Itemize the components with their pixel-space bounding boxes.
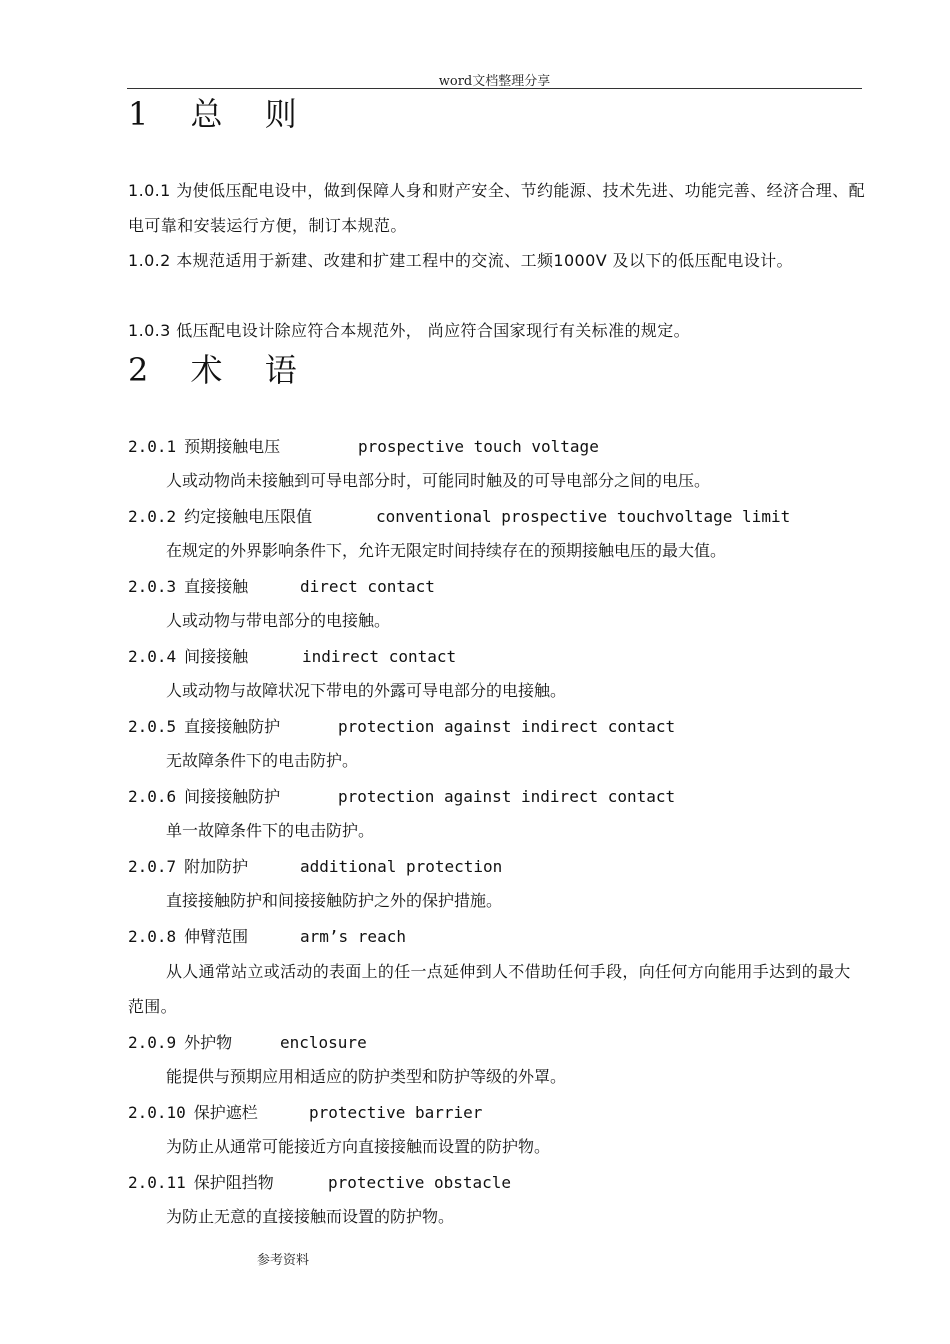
term-2-0-7 xyxy=(128,857,503,877)
term-chinese: 保护阻挡物 xyxy=(193,1173,274,1192)
term-number: 2.0.8 xyxy=(128,927,177,946)
term-english: enclosure xyxy=(280,1033,367,1052)
term-definition: 单一故障条件下的电击防护。 xyxy=(166,821,375,840)
term-chinese: 伸臂范围 xyxy=(184,927,249,946)
term-chinese: 保护遮栏 xyxy=(193,1103,258,1122)
term-english: protection against indirect contact xyxy=(338,717,676,736)
term-definition: 从人通常站立或活动的表面上的任一点延伸到人不借助任何手段，向任何方向能用手达到的最大范围。 xyxy=(128,962,851,1016)
clause-1-0-3: 1.0.3 低压配电设计除应符合本规范外， 尚应符合国家现行有关标准的规定。 xyxy=(128,321,691,340)
term-english: protective barrier xyxy=(309,1103,483,1122)
page-header: word文档整理分享 xyxy=(438,74,551,89)
term-definition: 为防止从通常可能接近方向直接接触而设置的防护物。 xyxy=(166,1137,551,1156)
term-chinese: 约定接触电压限值 xyxy=(184,507,313,526)
term-2-0-6 xyxy=(128,787,676,807)
term-english: arm’s reach xyxy=(300,927,406,946)
term-english: protective obstacle xyxy=(328,1173,512,1192)
term-english: direct contact xyxy=(300,577,435,596)
term-number: 2.0.3 xyxy=(128,577,177,596)
term-number: 2.0.10 xyxy=(128,1103,186,1122)
term-number: 2.0.5 xyxy=(128,717,177,736)
term-definition: 人或动物尚未接触到可导电部分时，可能同时触及的可导电部分之间的电压。 xyxy=(166,471,711,490)
term-2-0-8 xyxy=(128,927,406,947)
clause-1-0-1: 1.0.1 为使低压配电设中，做到保障人身和财产安全、节约能源、技术先进、功能完善、经济合理、配电可靠和安装运行方便，制订本规范。 xyxy=(128,181,865,235)
section-2-title: 2 术 语 xyxy=(128,351,313,389)
term-definition: 为防止无意的直接接触而设置的防护物。 xyxy=(166,1207,455,1226)
term-number: 2.0.4 xyxy=(128,647,177,666)
term-number: 2.0.11 xyxy=(128,1173,186,1192)
term-2-0-10 xyxy=(128,1103,483,1123)
term-2-0-5 xyxy=(128,717,676,737)
term-english: indirect contact xyxy=(302,647,457,666)
term-number: 2.0.6 xyxy=(128,787,177,806)
term-2-0-2 xyxy=(128,507,791,527)
term-english: conventional prospective touchvoltage limit xyxy=(376,507,791,526)
term-english: prospective touch voltage xyxy=(358,437,599,456)
term-chinese: 直接接触 xyxy=(184,577,249,596)
term-definition: 在规定的外界影响条件下，允许无限定时间持续存在的预期接触电压的最大值。 xyxy=(166,541,727,560)
header-rule xyxy=(127,88,862,89)
term-number: 2.0.1 xyxy=(128,437,177,456)
term-2-0-11 xyxy=(128,1173,512,1193)
term-chinese: 附加防护 xyxy=(184,857,249,876)
term-2-0-9 xyxy=(128,1033,367,1053)
term-chinese: 预期接触电压 xyxy=(184,437,281,456)
term-english: additional protection xyxy=(300,857,503,876)
term-number: 2.0.7 xyxy=(128,857,177,876)
term-definition: 直接接触防护和间接接触防护之外的保护措施。 xyxy=(166,891,503,910)
term-number: 2.0.2 xyxy=(128,507,177,526)
page-footer: 参考资料 xyxy=(257,1253,310,1268)
term-2-0-1 xyxy=(128,437,599,457)
term-number: 2.0.9 xyxy=(128,1033,177,1052)
term-2-0-3 xyxy=(128,577,435,597)
term-chinese: 间接接触 xyxy=(184,647,249,666)
term-definition: 人或动物与故障状况下带电的外露可导电部分的电接触。 xyxy=(166,681,567,700)
clause-1-0-2: 1.0.2 本规范适用于新建、改建和扩建工程中的交流、工频1000V 及以下的低压配电设计。 xyxy=(128,251,793,270)
term-definition: 人或动物与带电部分的电接触。 xyxy=(166,611,391,630)
term-chinese: 间接接触防护 xyxy=(184,787,281,806)
term-chinese: 直接接触防护 xyxy=(184,717,281,736)
section-1-title: 1 总 则 xyxy=(128,95,313,133)
term-chinese: 外护物 xyxy=(184,1033,233,1052)
term-definition: 能提供与预期应用相适应的防护类型和防护等级的外罩。 xyxy=(166,1067,567,1086)
term-english: protection against indirect contact xyxy=(338,787,676,806)
term-definition: 无故障条件下的电击防护。 xyxy=(166,751,359,770)
term-2-0-4 xyxy=(128,647,457,667)
